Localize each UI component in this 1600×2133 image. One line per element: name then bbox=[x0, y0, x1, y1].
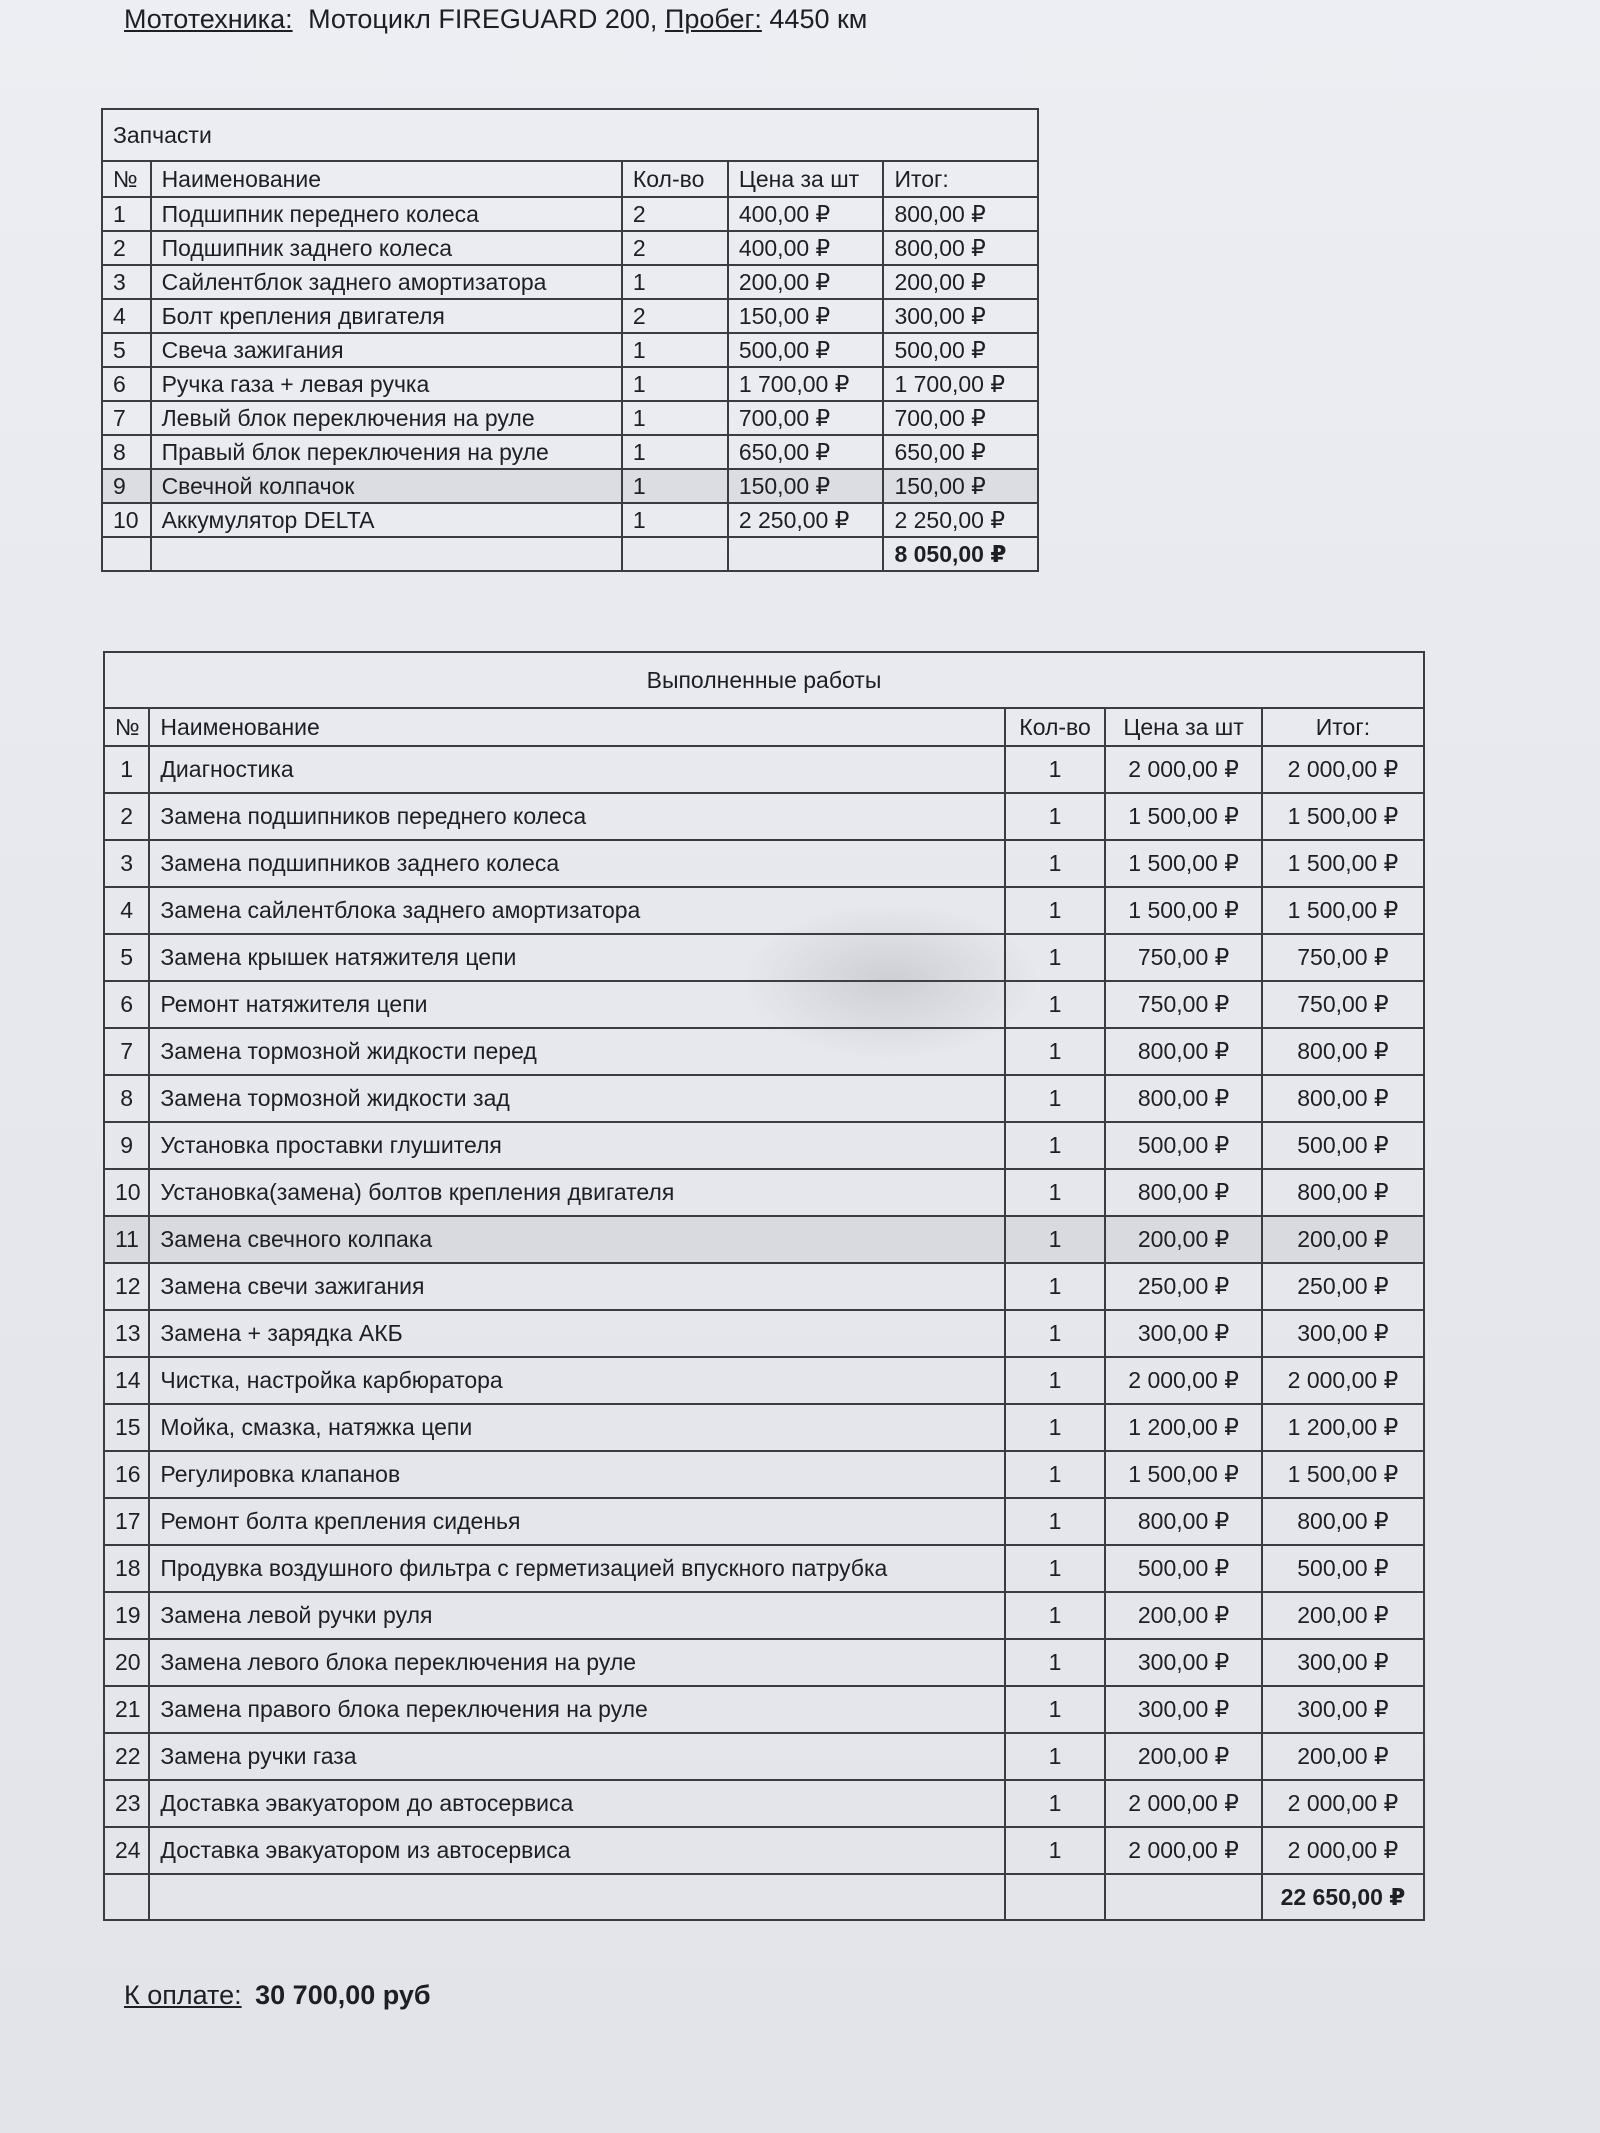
table-row bbox=[104, 1216, 1424, 1263]
table-cell: Правый блок переключения на руле bbox=[151, 435, 622, 469]
table-cell: Замена левой ручки руля bbox=[149, 1592, 1004, 1639]
table-cell: 3 bbox=[104, 840, 149, 887]
table-cell: 1 bbox=[1005, 1686, 1105, 1733]
table-cell: 1 700,00 ₽ bbox=[728, 367, 884, 401]
table-cell: 300,00 ₽ bbox=[1105, 1686, 1262, 1733]
parts-table-header bbox=[102, 161, 1038, 197]
table-cell: 2 bbox=[622, 197, 728, 231]
table-cell: Замена тормозной жидкости перед bbox=[149, 1028, 1004, 1075]
table-cell: 1 500,00 ₽ bbox=[1105, 887, 1262, 934]
table-cell bbox=[102, 537, 151, 571]
table-cell: 1 bbox=[622, 333, 728, 367]
table-cell bbox=[728, 537, 884, 571]
table-cell bbox=[149, 1874, 1004, 1920]
column-header: Итог: bbox=[883, 161, 1038, 197]
table-cell: 750,00 ₽ bbox=[1105, 934, 1262, 981]
table-cell bbox=[1005, 1874, 1105, 1920]
table-cell: 1 bbox=[1005, 1733, 1105, 1780]
table-cell: Продувка воздушного фильтра с герметизацией впускного патрубка bbox=[149, 1545, 1004, 1592]
column-header: Цена за шт bbox=[1105, 708, 1262, 746]
table-cell: 200,00 ₽ bbox=[1262, 1592, 1424, 1639]
table-cell: 500,00 ₽ bbox=[1105, 1545, 1262, 1592]
table-cell: Замена ручки газа bbox=[149, 1733, 1004, 1780]
table-cell: 500,00 ₽ bbox=[1262, 1122, 1424, 1169]
table-cell: 2 000,00 ₽ bbox=[1105, 746, 1262, 793]
table-row bbox=[104, 1686, 1424, 1733]
table-cell: 1 200,00 ₽ bbox=[1262, 1404, 1424, 1451]
table-cell: Левый блок переключения на руле bbox=[151, 401, 622, 435]
table-cell: 23 bbox=[104, 1780, 149, 1827]
table-cell: 5 bbox=[104, 934, 149, 981]
table-cell: 1 500,00 ₽ bbox=[1105, 840, 1262, 887]
table-cell: Ремонт натяжителя цепи bbox=[149, 981, 1004, 1028]
table-row bbox=[104, 1592, 1424, 1639]
table-cell: 300,00 ₽ bbox=[1105, 1310, 1262, 1357]
table-cell: 1 bbox=[1005, 1404, 1105, 1451]
table-cell: 2 000,00 ₽ bbox=[1105, 1357, 1262, 1404]
table-row bbox=[104, 1263, 1424, 1310]
table-cell: 800,00 ₽ bbox=[1105, 1075, 1262, 1122]
table-cell: 20 bbox=[104, 1639, 149, 1686]
table-cell: 800,00 ₽ bbox=[1105, 1169, 1262, 1216]
table-row bbox=[102, 435, 1038, 469]
table-cell: 7 bbox=[104, 1028, 149, 1075]
table-cell: 1 bbox=[1005, 1827, 1105, 1874]
table-row bbox=[104, 1498, 1424, 1545]
table-row bbox=[104, 1639, 1424, 1686]
mileage-label: Пробег: bbox=[664, 4, 762, 34]
table-cell: 14 bbox=[104, 1357, 149, 1404]
table-row bbox=[102, 469, 1038, 503]
payment-label: К оплате: bbox=[124, 1980, 242, 2010]
works-table bbox=[103, 651, 1425, 1921]
table-row bbox=[104, 1169, 1424, 1216]
table-cell: 1 bbox=[104, 746, 149, 793]
table-cell: 750,00 ₽ bbox=[1262, 981, 1424, 1028]
table-cell: Свечной колпачок bbox=[151, 469, 622, 503]
table-cell: 1 bbox=[1005, 1075, 1105, 1122]
table-cell: 4 bbox=[102, 299, 151, 333]
table-cell: 2 bbox=[622, 299, 728, 333]
table-cell: 1 bbox=[1005, 1122, 1105, 1169]
grand-total: 22 650,00 ₽ bbox=[1262, 1874, 1424, 1920]
table-cell: 9 bbox=[102, 469, 151, 503]
table-cell: 800,00 ₽ bbox=[1105, 1028, 1262, 1075]
table-row bbox=[104, 934, 1424, 981]
table-cell: 1 bbox=[622, 401, 728, 435]
table-row bbox=[102, 265, 1038, 299]
table-cell: 2 000,00 ₽ bbox=[1262, 1827, 1424, 1874]
table-cell: 2 000,00 ₽ bbox=[1105, 1780, 1262, 1827]
table-row bbox=[104, 981, 1424, 1028]
table-cell: 200,00 ₽ bbox=[1105, 1216, 1262, 1263]
parts-table-title: Запчасти bbox=[102, 109, 1038, 161]
table-cell: 150,00 ₽ bbox=[728, 469, 884, 503]
table-row bbox=[104, 793, 1424, 840]
table-row bbox=[104, 1310, 1424, 1357]
table-cell: 300,00 ₽ bbox=[1262, 1639, 1424, 1686]
table-cell: 800,00 ₽ bbox=[1262, 1169, 1424, 1216]
table-cell: Замена свечи зажигания bbox=[149, 1263, 1004, 1310]
table-row bbox=[104, 840, 1424, 887]
column-header: Цена за шт bbox=[728, 161, 884, 197]
table-cell: 200,00 ₽ bbox=[1262, 1216, 1424, 1263]
table-row bbox=[104, 1451, 1424, 1498]
table-cell: 500,00 ₽ bbox=[1105, 1122, 1262, 1169]
table-row bbox=[102, 503, 1038, 537]
works-table-title: Выполненные работы bbox=[104, 652, 1424, 708]
payment-summary bbox=[124, 1980, 431, 2011]
table-cell: 1 bbox=[622, 469, 728, 503]
vehicle-header bbox=[124, 4, 867, 35]
table-cell: 1 500,00 ₽ bbox=[1262, 840, 1424, 887]
table-cell: 4 bbox=[104, 887, 149, 934]
table-row bbox=[104, 1733, 1424, 1780]
table-cell: Замена крышек натяжителя цепи bbox=[149, 934, 1004, 981]
table-cell: 2 bbox=[102, 231, 151, 265]
table-cell: 5 bbox=[102, 333, 151, 367]
table-cell: 9 bbox=[104, 1122, 149, 1169]
table-cell: 300,00 ₽ bbox=[1262, 1686, 1424, 1733]
table-cell: 650,00 ₽ bbox=[883, 435, 1038, 469]
table-cell: Свеча зажигания bbox=[151, 333, 622, 367]
table-cell: 400,00 ₽ bbox=[728, 197, 884, 231]
table-cell: 1 bbox=[622, 265, 728, 299]
column-header: Кол-во bbox=[622, 161, 728, 197]
table-cell: 12 bbox=[104, 1263, 149, 1310]
table-cell: 800,00 ₽ bbox=[883, 197, 1038, 231]
table-cell: 2 250,00 ₽ bbox=[728, 503, 884, 537]
table-cell: 2 000,00 ₽ bbox=[1262, 1357, 1424, 1404]
table-row bbox=[102, 367, 1038, 401]
table-cell: 1 bbox=[622, 367, 728, 401]
table-cell: 1 bbox=[1005, 1780, 1105, 1827]
payment-amount: 30 700,00 руб bbox=[255, 1980, 431, 2010]
table-row bbox=[102, 401, 1038, 435]
table-cell: 700,00 ₽ bbox=[883, 401, 1038, 435]
table-row bbox=[102, 333, 1038, 367]
table-cell: Замена сайлентблока заднего амортизатора bbox=[149, 887, 1004, 934]
table-row bbox=[104, 1545, 1424, 1592]
vehicle-label: Мототехника: bbox=[124, 4, 293, 34]
table-cell: 300,00 ₽ bbox=[883, 299, 1038, 333]
table-cell: 13 bbox=[104, 1310, 149, 1357]
table-cell: 500,00 ₽ bbox=[728, 333, 884, 367]
table-cell: Замена + зарядка АКБ bbox=[149, 1310, 1004, 1357]
total-row bbox=[104, 1874, 1424, 1920]
table-cell: Сайлентблок заднего амортизатора bbox=[151, 265, 622, 299]
table-cell: 17 bbox=[104, 1498, 149, 1545]
table-cell: 800,00 ₽ bbox=[883, 231, 1038, 265]
total-row bbox=[102, 537, 1038, 571]
table-cell: 1 bbox=[1005, 934, 1105, 981]
table-cell: 200,00 ₽ bbox=[1105, 1733, 1262, 1780]
table-cell: 800,00 ₽ bbox=[1105, 1498, 1262, 1545]
table-cell: 800,00 ₽ bbox=[1262, 1498, 1424, 1545]
table-cell bbox=[104, 1874, 149, 1920]
table-cell: 400,00 ₽ bbox=[728, 231, 884, 265]
table-cell: 1 500,00 ₽ bbox=[1105, 1451, 1262, 1498]
table-cell: Замена свечного колпака bbox=[149, 1216, 1004, 1263]
table-cell: 21 bbox=[104, 1686, 149, 1733]
table-cell: 1 bbox=[1005, 840, 1105, 887]
table-cell: 1 bbox=[1005, 1169, 1105, 1216]
table-cell: Доставка эвакуатором до автосервиса bbox=[149, 1780, 1004, 1827]
table-cell: 700,00 ₽ bbox=[728, 401, 884, 435]
table-cell: 1 bbox=[1005, 746, 1105, 793]
table-row bbox=[104, 1028, 1424, 1075]
table-cell: Диагностика bbox=[149, 746, 1004, 793]
table-cell: 7 bbox=[102, 401, 151, 435]
table-cell: 1 bbox=[1005, 887, 1105, 934]
column-header: № bbox=[102, 161, 151, 197]
table-cell: 1 500,00 ₽ bbox=[1262, 887, 1424, 934]
column-header: № bbox=[104, 708, 149, 746]
table-cell: Ручка газа + левая ручка bbox=[151, 367, 622, 401]
table-cell: 2 000,00 ₽ bbox=[1105, 1827, 1262, 1874]
mileage-value: 4450 км bbox=[769, 4, 868, 34]
table-cell: 1 bbox=[1005, 1639, 1105, 1686]
table-cell: 250,00 ₽ bbox=[1105, 1263, 1262, 1310]
table-cell: 1 bbox=[1005, 793, 1105, 840]
table-cell: 11 bbox=[104, 1216, 149, 1263]
table-row bbox=[104, 1404, 1424, 1451]
table-cell: 1 bbox=[1005, 1545, 1105, 1592]
table-cell: 1 bbox=[1005, 1310, 1105, 1357]
table-row bbox=[104, 746, 1424, 793]
table-cell: 10 bbox=[104, 1169, 149, 1216]
table-cell: 22 bbox=[104, 1733, 149, 1780]
table-cell: 2 000,00 ₽ bbox=[1262, 1780, 1424, 1827]
table-cell: 150,00 ₽ bbox=[883, 469, 1038, 503]
column-header: Наименование bbox=[149, 708, 1004, 746]
table-cell bbox=[151, 537, 622, 571]
table-cell: 1 bbox=[1005, 1216, 1105, 1263]
table-cell: 1 bbox=[622, 503, 728, 537]
table-cell: 1 500,00 ₽ bbox=[1105, 793, 1262, 840]
table-cell: Ремонт болта крепления сиденья bbox=[149, 1498, 1004, 1545]
table-cell: 500,00 ₽ bbox=[1262, 1545, 1424, 1592]
table-row bbox=[104, 1827, 1424, 1874]
grand-total: 8 050,00 ₽ bbox=[883, 537, 1038, 571]
table-cell: 16 bbox=[104, 1451, 149, 1498]
table-cell: 300,00 ₽ bbox=[1262, 1310, 1424, 1357]
column-header: Кол-во bbox=[1005, 708, 1105, 746]
table-cell: 500,00 ₽ bbox=[883, 333, 1038, 367]
table-cell: 750,00 ₽ bbox=[1262, 934, 1424, 981]
table-cell: 1 bbox=[1005, 1263, 1105, 1310]
table-cell: 1 500,00 ₽ bbox=[1262, 793, 1424, 840]
table-cell: 8 bbox=[104, 1075, 149, 1122]
table-cell: 1 bbox=[622, 435, 728, 469]
table-cell: 150,00 ₽ bbox=[728, 299, 884, 333]
table-cell: Замена подшипников переднего колеса bbox=[149, 793, 1004, 840]
table-cell: 1 500,00 ₽ bbox=[1262, 1451, 1424, 1498]
table-row bbox=[102, 197, 1038, 231]
table-cell: 1 bbox=[1005, 1028, 1105, 1075]
column-header: Итог: bbox=[1262, 708, 1424, 746]
table-cell: Подшипник переднего колеса bbox=[151, 197, 622, 231]
table-cell bbox=[622, 537, 728, 571]
table-cell: 200,00 ₽ bbox=[1262, 1733, 1424, 1780]
table-cell: Подшипник заднего колеса bbox=[151, 231, 622, 265]
vehicle-value: Мотоцикл FIREGUARD 200, bbox=[308, 4, 658, 34]
table-cell: Регулировка клапанов bbox=[149, 1451, 1004, 1498]
table-cell: Аккумулятор DELTA bbox=[151, 503, 622, 537]
table-cell: 800,00 ₽ bbox=[1262, 1028, 1424, 1075]
table-cell: 6 bbox=[102, 367, 151, 401]
table-cell: Замена левого блока переключения на руле bbox=[149, 1639, 1004, 1686]
table-cell: 18 bbox=[104, 1545, 149, 1592]
table-cell: Установка проставки глушителя bbox=[149, 1122, 1004, 1169]
column-header: Наименование bbox=[151, 161, 622, 197]
table-cell: 24 bbox=[104, 1827, 149, 1874]
table-cell bbox=[1105, 1874, 1262, 1920]
table-cell: 15 bbox=[104, 1404, 149, 1451]
table-cell: 1 700,00 ₽ bbox=[883, 367, 1038, 401]
table-cell: 2 250,00 ₽ bbox=[883, 503, 1038, 537]
table-row bbox=[104, 1780, 1424, 1827]
table-cell: 750,00 ₽ bbox=[1105, 981, 1262, 1028]
table-cell: 200,00 ₽ bbox=[728, 265, 884, 299]
table-cell: Доставка эвакуатором из автосервиса bbox=[149, 1827, 1004, 1874]
table-cell: 2 bbox=[104, 793, 149, 840]
table-cell: 300,00 ₽ bbox=[1105, 1639, 1262, 1686]
table-cell: 1 bbox=[102, 197, 151, 231]
table-cell: 6 bbox=[104, 981, 149, 1028]
table-cell: 10 bbox=[102, 503, 151, 537]
table-cell: Замена тормозной жидкости зад bbox=[149, 1075, 1004, 1122]
table-row bbox=[104, 1075, 1424, 1122]
table-cell: 200,00 ₽ bbox=[883, 265, 1038, 299]
table-row bbox=[102, 299, 1038, 333]
works-table-header bbox=[104, 708, 1424, 746]
table-cell: Болт крепления двигателя bbox=[151, 299, 622, 333]
table-cell: 3 bbox=[102, 265, 151, 299]
table-cell: 1 bbox=[1005, 981, 1105, 1028]
table-row bbox=[104, 887, 1424, 934]
table-cell: Установка(замена) болтов крепления двигателя bbox=[149, 1169, 1004, 1216]
table-row bbox=[104, 1122, 1424, 1169]
table-cell: 1 bbox=[1005, 1357, 1105, 1404]
table-cell: Замена правого блока переключения на руле bbox=[149, 1686, 1004, 1733]
table-cell: 800,00 ₽ bbox=[1262, 1075, 1424, 1122]
table-cell: 1 bbox=[1005, 1498, 1105, 1545]
parts-table bbox=[101, 108, 1039, 572]
table-cell: Мойка, смазка, натяжка цепи bbox=[149, 1404, 1004, 1451]
table-cell: 650,00 ₽ bbox=[728, 435, 884, 469]
table-cell: 2 bbox=[622, 231, 728, 265]
table-cell: 1 bbox=[1005, 1451, 1105, 1498]
table-cell: Замена подшипников заднего колеса bbox=[149, 840, 1004, 887]
table-cell: 250,00 ₽ bbox=[1262, 1263, 1424, 1310]
table-row bbox=[102, 231, 1038, 265]
table-cell: 8 bbox=[102, 435, 151, 469]
table-row bbox=[104, 1357, 1424, 1404]
table-cell: 2 000,00 ₽ bbox=[1262, 746, 1424, 793]
table-cell: 1 bbox=[1005, 1592, 1105, 1639]
table-cell: 19 bbox=[104, 1592, 149, 1639]
table-cell: Чистка, настройка карбюратора bbox=[149, 1357, 1004, 1404]
table-cell: 200,00 ₽ bbox=[1105, 1592, 1262, 1639]
table-cell: 1 200,00 ₽ bbox=[1105, 1404, 1262, 1451]
